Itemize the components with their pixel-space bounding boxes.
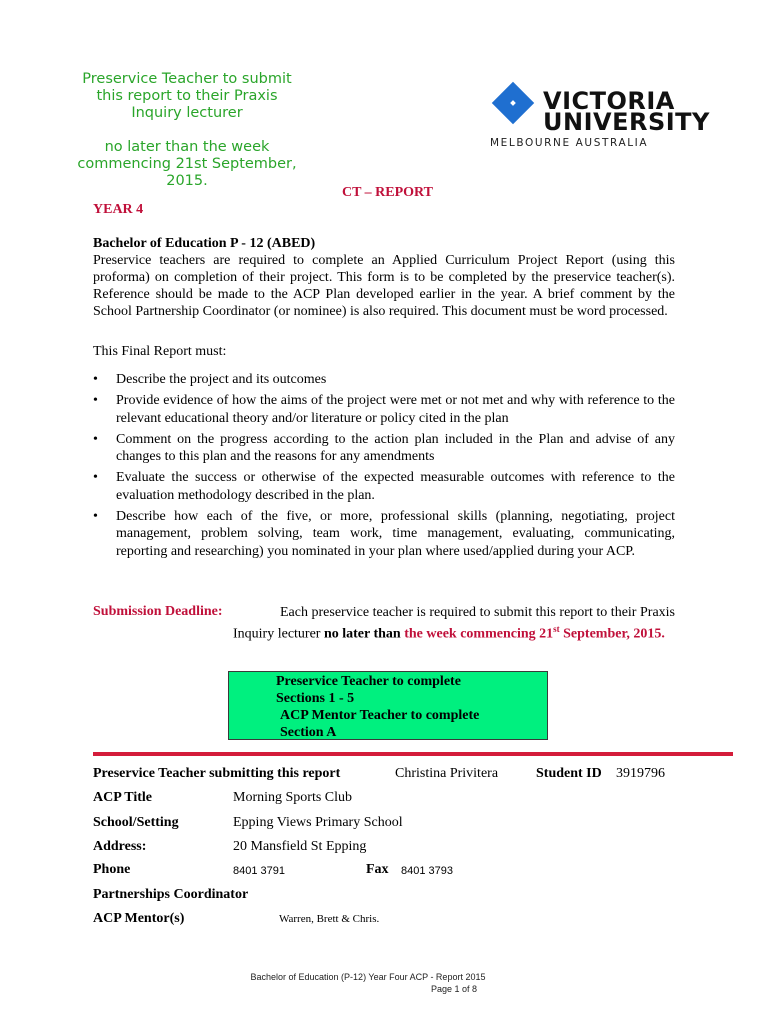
acp-title-label: ACP Title [93, 790, 152, 805]
notice-line: no later than the week [104, 139, 270, 155]
fax-value: 8401 3793 [401, 865, 453, 877]
notice-line: Inquiry lecturer [131, 105, 243, 121]
box-line: Preservice Teacher to complete [276, 674, 461, 689]
phone-value: 8401 3791 [233, 865, 285, 877]
deadline-label: Submission Deadline: [93, 604, 223, 619]
section-divider [93, 752, 733, 756]
list-item: • Comment on the progress according to the action plan included in the Plan and advise of any changes to this plan and the reasons for any amendments [93, 431, 675, 466]
degree-title: Bachelor of Education P - 12 (ABED) [93, 236, 316, 251]
submitting-value: Christina Privitera [395, 766, 499, 781]
submitting-label: Preservice Teacher submitting this report [93, 766, 341, 781]
logo-subtitle: MELBOURNE AUSTRALIA [490, 137, 649, 149]
deadline-text [233, 604, 675, 643]
phone-label: Phone [93, 862, 131, 877]
report-title: CT – REPORT [341, 185, 433, 200]
university-logo [488, 84, 710, 154]
student-id-value: 3919796 [616, 766, 665, 781]
address-value: 20 Mansfield St Epping [233, 839, 367, 854]
fax-label: Fax [366, 862, 389, 877]
list-item: • Describe how each of the five, or more, professional skills (planning, negotiating, project management, problem solving, team work, time management, evaluating, communicating, reporting and researching) you nominated in your plan where used/applied during your ACP. [93, 508, 675, 560]
coordinator-label: Partnerships Coordinator [93, 887, 249, 902]
intro-paragraph: Preservice teachers are required to complete an Applied Curriculum Project Report (using this proforma) on completion of their project. This form is to be completed by the preservice teacher(s). Reference should be made to the ACP Plan developed earlier in the year. A brief comment by the School Partnership Coordinator (or nominee) is also required. This document must be word processed. [93, 253, 675, 319]
mentor-value: Warren, Brett & Chris. [279, 913, 380, 925]
list-item: • Evaluate the success or otherwise of the expected measurable outcomes with reference to the evaluation methodology described in the plan. [93, 469, 675, 504]
requirements-list [93, 371, 675, 564]
page-number: Page 1 of 8 [430, 984, 478, 994]
notice-line: this report to their Praxis [96, 88, 278, 104]
deadline-no-later: no later than [323, 626, 401, 642]
box-line: Section A [280, 725, 337, 740]
report-year: YEAR 4 [93, 202, 144, 217]
report-must-intro: This Final Report must: [93, 344, 227, 359]
page-footer: Bachelor of Education (P-12) Year Four ACP - Report 2015 [250, 972, 486, 982]
box-line: Sections 1 - 5 [276, 691, 355, 706]
notice-line: commencing 21st September, [77, 156, 297, 172]
logo-diamond-icon [492, 82, 534, 124]
deadline-text-plain: Each preservice teacher is required to submit this report to their Praxis Inquiry lecturer [233, 605, 675, 642]
student-id-label: Student ID [536, 766, 602, 781]
box-line: ACP Mentor Teacher to complete [280, 708, 480, 723]
list-item: • Provide evidence of how the aims of the project were met or not met and why with reference to the relevant educational theory and/or literature or policy cited in the plan [93, 392, 675, 427]
mentor-label: ACP Mentor(s) [93, 911, 185, 926]
submission-notice [52, 71, 322, 190]
acp-title-value: Morning Sports Club [233, 790, 353, 805]
deadline-sup: st [553, 624, 560, 634]
notice-line: Preservice Teacher to submit [82, 71, 292, 87]
list-item: • Describe the project and its outcomes [93, 371, 675, 388]
deadline-date: September, 2015. [563, 626, 665, 642]
deadline-week: the week commencing 21 [400, 626, 554, 642]
completion-box [228, 671, 548, 740]
logo-name-line1: VICTORIA [543, 87, 675, 115]
logo-name-line2: UNIVERSITY [543, 108, 710, 136]
school-label: School/Setting [93, 815, 179, 830]
address-label: Address: [93, 839, 147, 854]
notice-line: 2015. [166, 173, 208, 189]
school-value: Epping Views Primary School [233, 815, 403, 830]
